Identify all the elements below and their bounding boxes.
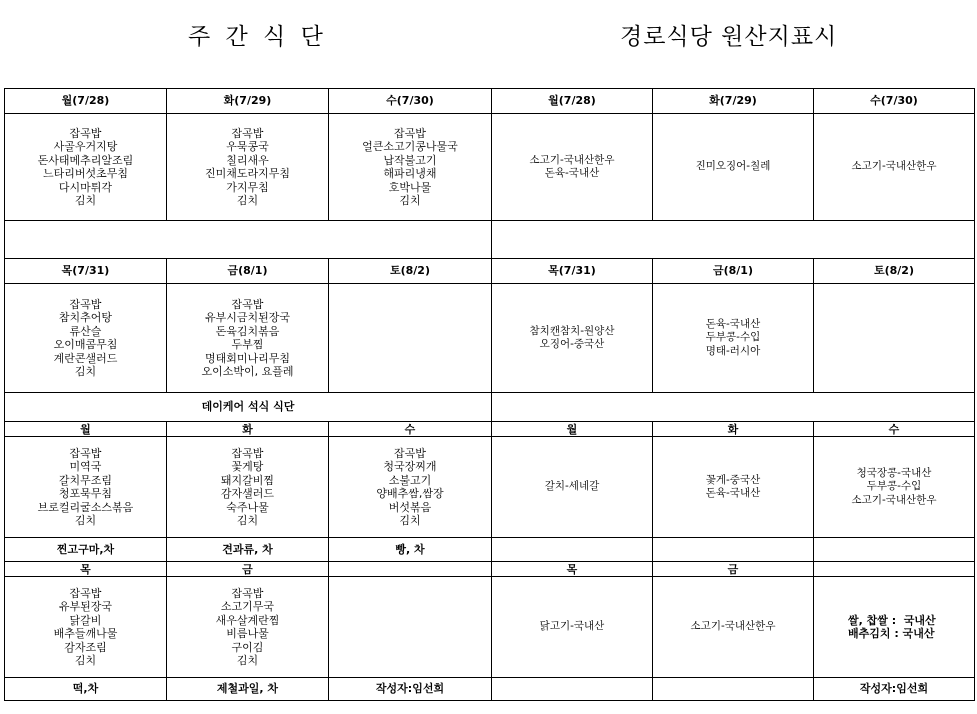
menu-cell [329,284,492,393]
cell-line: 잡곡밥 [231,126,264,140]
cell-line: 명태-러시아 [705,344,761,357]
cell-line: 미역국 [69,460,102,473]
day-header: 토(8/2) [329,259,492,284]
menu-cell [167,114,329,221]
author-left: 작성자:임선희 [329,678,492,701]
cell-line: 소고기무국 [220,600,275,613]
origin-cell [492,284,653,393]
origin-day-header: 금(8/1) [653,259,814,284]
menu-cell [5,284,167,393]
cell-line: 청포묵무침 [58,487,113,500]
cell-line: 소고기-국내산한우 [851,493,937,506]
day-header: 화 [167,422,329,437]
menu-cell [5,114,167,221]
cell-line: 진미오징어-칠레 [695,160,771,173]
snack-cell: 빵, 차 [329,538,492,562]
cell-line: 김치 [399,194,421,207]
cell-line: 돈육-국내산 [544,167,600,179]
spacer-cell [653,538,814,562]
spacer-cell [5,221,492,259]
cell-line: 소고기-국내산한우 [529,153,615,166]
cell-line: 김치 [236,654,259,667]
origin-cell [492,577,653,678]
cell-line: 오이소박이, 요플레 [201,365,294,378]
cell-line: 양배추쌈,쌈장 [376,487,444,500]
origin-cell [653,114,814,221]
day-header: 목(7/31) [5,259,167,284]
origin-cell [814,437,975,538]
cell-line: 돈육김치볶음 [215,324,280,338]
cell-line: 숙주나물 [226,500,269,514]
cell-line: 잡곡밥 [69,586,102,600]
weekly-menu-title: 주 간 식 단 [188,24,324,50]
menu-table [4,88,975,701]
week2-menu-row [5,284,975,393]
cell-line: 감자샐러드 [220,487,275,500]
cell-line: 쌀, 찹쌀 : 국내산 [848,613,936,627]
daycare-menu-row [5,577,975,678]
daycare-header-row [5,562,975,577]
origin-cell [653,437,814,538]
menu-cell [167,577,329,678]
day-header: 수 [329,422,492,437]
origin-day-header: 월 [492,422,653,437]
daycare-title: 데이케어 석식 식단 [5,393,492,422]
cell-line: 갈치무조림 [58,473,113,487]
cell-line: 납작불고기 [383,153,437,167]
snack-cell: 견과류, 차 [167,538,329,562]
cell-line: 다시마튀각 [58,180,113,194]
day-header: 월 [5,422,167,437]
cell-line: 호박나물 [388,180,432,194]
spacer-cell [329,577,492,678]
snack-cell: 제철과일, 차 [167,678,329,701]
cell-line: 우묵콩국 [226,140,269,153]
cell-line: 김치 [74,514,97,527]
cell-line: 얼큰소고기콩나물국 [362,140,458,153]
footer-row [5,678,975,701]
cell-line: 감자조림 [64,640,107,654]
cell-line: 구이김 [231,640,264,654]
origin-cell [492,114,653,221]
origin-cell [653,284,814,393]
spacer-cell [653,678,814,701]
day-header: 목 [5,562,167,577]
cell-line: 소고기-국내산한우 [690,620,776,633]
cell-line: 잡곡밥 [69,297,102,311]
author-right: 작성자:임선희 [814,678,975,701]
cell-line: 돈육-국내산 [705,487,761,499]
menu-cell [329,437,492,538]
daycare-menu-row [5,437,975,538]
origin-day-header: 목 [492,562,653,577]
day-header: 수(7/30) [329,89,492,114]
cell-line: 잡곡밥 [231,297,264,311]
day-header: 화(7/29) [167,89,329,114]
menu-cell [329,114,492,221]
day-header: 금 [167,562,329,577]
origin-cell [653,577,814,678]
cell-line: 가지무침 [226,180,269,194]
cell-line: 브로컬리굴소스볶음 [37,500,134,514]
cell-line: 명태회미나리무침 [204,351,290,365]
cell-line: 유부된장국 [58,600,113,613]
daycare-title-row [5,393,975,422]
spacer-cell [492,221,975,259]
snack-row [5,538,975,562]
cell-line: 잡곡밥 [69,446,102,460]
cell-line: 유부시금치된장국 [204,311,290,324]
cell-line: 진미채도라지무침 [204,167,290,180]
origin-sheet-title: 경로식당 원산지표시 [620,24,838,50]
cell-line: 배추들깨나물 [53,627,118,640]
cell-line: 오이매콤무침 [53,338,118,351]
cell-line: 꽃게탕 [231,460,264,473]
cell-line: 계란콘샐러드 [53,351,118,365]
cell-line: 돈육-국내산 [705,317,761,330]
origin-cell [814,284,975,393]
menu-cell [5,577,167,678]
cell-line: 김치 [74,365,97,378]
cell-line: 배추김치 : 국내산 [848,627,935,640]
cell-line: 돈사태메추리알조림 [37,153,134,167]
cell-line: 김치 [236,514,259,527]
origin-day-header: 수(7/30) [814,89,975,114]
cell-line: 류산슬 [69,324,102,338]
cell-line: 오징어-중국산 [539,338,605,350]
cell-line: 청국장찌개 [383,460,437,473]
cell-line: 두부콩-수입 [866,480,922,493]
cell-line: 김치 [236,194,259,207]
cell-line: 소고기-국내산한우 [851,160,937,173]
cell-line: 잡곡밥 [69,126,102,140]
cell-line: 두부콩-수입 [705,331,761,344]
spacer-cell [492,678,653,701]
cell-line: 참치캔참치-원양산 [529,324,615,337]
cell-line: 잡곡밥 [394,126,426,140]
cell-line: 김치 [399,514,421,527]
spacer-cell [329,562,492,577]
rice-kimchi-origin [814,577,975,678]
cell-line: 참치추어탕 [58,311,113,324]
cell-line: 잡곡밥 [231,586,264,600]
daycare-header-row [5,422,975,437]
week1-header-row [5,89,975,114]
cell-line: 갈치-세네갈 [544,480,600,493]
origin-day-header: 금 [653,562,814,577]
spacer-cell [492,393,975,422]
origin-day-header: 화 [653,422,814,437]
cell-line: 청국장콩-국내산 [856,466,932,479]
cell-line: 닭갈비 [69,613,102,627]
snack-cell: 찐고구마,차 [5,538,167,562]
spacer-row [5,221,975,259]
cell-line: 버섯볶음 [388,500,432,514]
cell-line: 비름나물 [226,627,269,640]
day-header: 월(7/28) [5,89,167,114]
cell-line: 꽃게-중국산 [705,473,761,486]
cell-line: 두부찜 [231,338,264,351]
cell-line: 새우살계란찜 [215,613,280,627]
menu-cell [167,284,329,393]
spacer-cell [814,538,975,562]
week2-header-row [5,259,975,284]
origin-day-header: 월(7/28) [492,89,653,114]
origin-cell [492,437,653,538]
menu-cell [167,437,329,538]
cell-line: 소불고기 [388,473,432,487]
cell-line: 잡곡밥 [394,446,426,460]
snack-cell: 떡,차 [5,678,167,701]
cell-line: 해파리냉채 [383,167,437,180]
origin-day-header: 수 [814,422,975,437]
cell-line: 잡곡밥 [231,446,264,460]
cell-line: 느타리버섯초무침 [42,167,128,180]
origin-day-header: 목(7/31) [492,259,653,284]
spacer-cell [814,562,975,577]
menu-cell [5,437,167,538]
cell-line: 김치 [74,654,97,667]
origin-cell [814,114,975,221]
cell-line: 사골우거지탕 [53,140,118,153]
origin-day-header: 화(7/29) [653,89,814,114]
cell-line: 닭고기-국내산 [539,620,605,633]
cell-line: 돼지갈비찜 [220,473,275,487]
cell-line: 김치 [74,194,97,207]
day-header: 금(8/1) [167,259,329,284]
cell-line: 칠리새우 [226,153,269,167]
origin-day-header: 토(8/2) [814,259,975,284]
week1-menu-row [5,114,975,221]
spacer-cell [492,538,653,562]
